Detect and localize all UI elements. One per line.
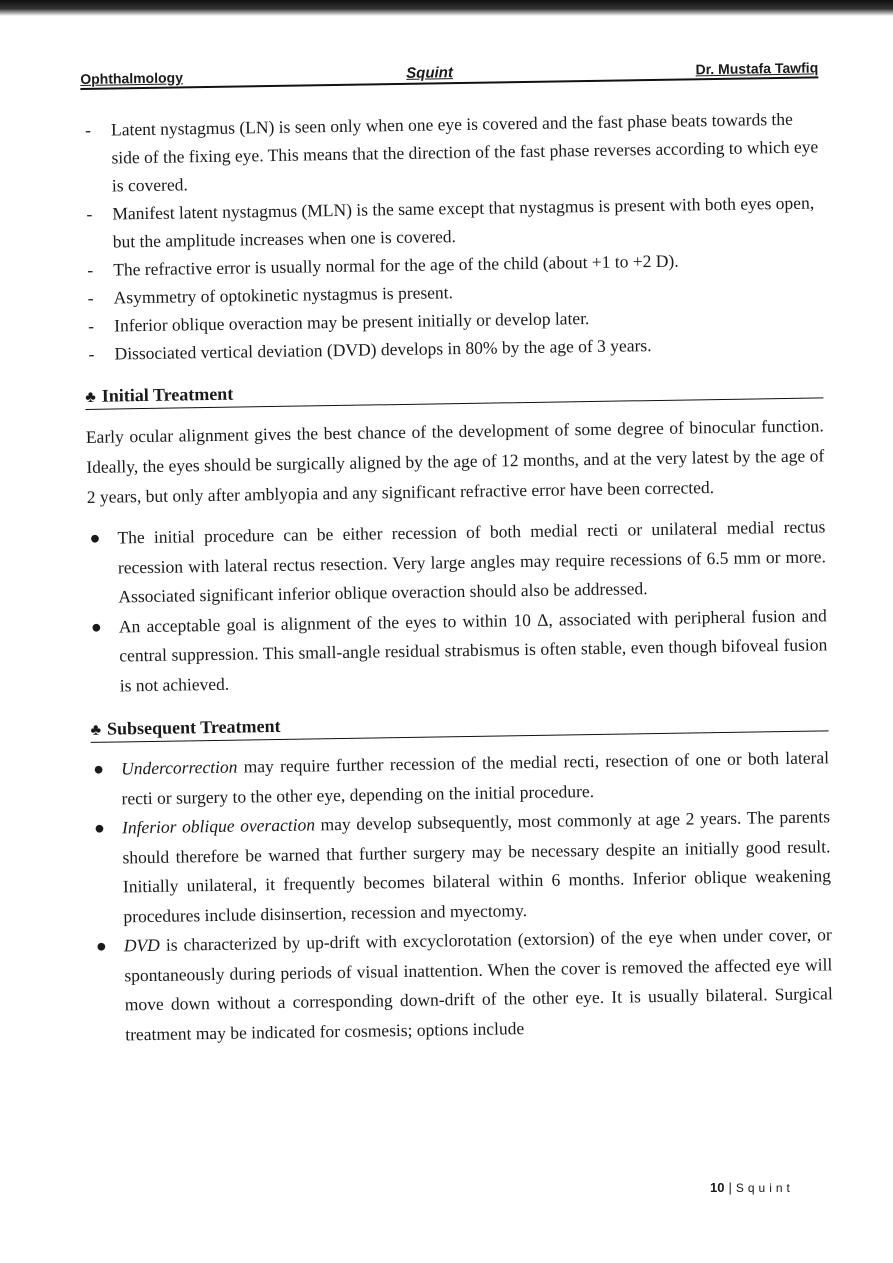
bullet-lead: Inferior oblique overaction	[121, 814, 316, 838]
dash-marker: -	[87, 315, 95, 336]
list-item: - Inferior oblique overaction may be present initially or develop later.	[84, 300, 822, 340]
list-item: - Asymmetry of optokinetic nystagmus is present.	[83, 272, 821, 312]
bullet-marker: ●	[95, 935, 107, 956]
bullet-marker: ●	[89, 527, 101, 548]
list-item: - Manifest latent nystagmus (MLN) is the same except that nystagmus is present with both eyes open, but the amplitude increases when one is covered.	[86, 192, 815, 252]
features-list	[81, 104, 823, 368]
list-item: - The refractive error is usually normal for the age of the child (about +1 to +2 D).	[83, 244, 821, 284]
list-item: ● The initial procedure can be either recession of both medial recti or unilateral medial rectus recession with lateral rectus resection. Very large angles may require recessions of 6.5 mm or more. Associated significant inferior oblique overaction should also be addressed.	[89, 516, 827, 607]
header-author: Dr. Mustafa Tawfiq	[695, 59, 819, 78]
dash-marker: -	[87, 259, 94, 280]
bullet-lead: DVD	[123, 934, 161, 956]
dash-marker: -	[87, 287, 94, 308]
footer-section: Squint	[735, 1181, 794, 1195]
page-number: 10	[710, 1180, 725, 1195]
bullet-lead: Undercorrection	[120, 756, 238, 779]
document-page	[80, 50, 833, 1049]
bullet-marker: ●	[93, 817, 106, 838]
bullet-marker: ●	[92, 758, 105, 779]
dash-marker: -	[88, 343, 95, 364]
footer-separator: |	[728, 1180, 732, 1195]
list-item: - Latent nystagmus (LN) is seen only when one eye is covered and the fast phase beats towards the side of the fixing eye. This means that the direction of the fast phase reverses according to which eye is covered.	[84, 108, 819, 196]
initial-treatment-bullets	[87, 512, 828, 701]
list-item: ● Undercorrection may require further recession of the medial recti, resection of one or both lateral recti or surgery to the other eye, depending on the initial procedure.	[92, 747, 830, 808]
page-header	[80, 50, 818, 90]
list-item: ● DVD is characterized by up-drift with excyclorotation (extorsion) of the eye when under cover, or spontaneously during periods of visual inattention. When the cover is removed the affected eye will move down without a corresponding down-drift of the other eye. It is usually bilateral. Surgical treatment may be indicated for cosmesis; options include	[95, 924, 833, 1044]
initial-treatment-heading: ♣ Initial Treatment	[85, 374, 823, 410]
subsequent-treatment-heading: ♣ Subsequent Treatment	[90, 707, 828, 743]
list-item: - Dissociated vertical deviation (DVD) develops in 80% by the age of 3 years.	[84, 328, 822, 368]
list-item: ● Inferior oblique overaction may develop subsequently, most commonly at age 2 years. The parents should therefore be warned that further surgery may be necessary despite an initially good result. Initially unilateral, it frequently becomes bilateral within 6 months. Inferior oblique weakening procedures include disinsertion, recession and myectomy.	[93, 806, 832, 926]
dash-marker: -	[86, 203, 93, 224]
bullet-marker: ●	[90, 616, 102, 637]
page-footer	[710, 1180, 794, 1195]
scan-top-shadow	[0, 0, 893, 16]
header-subject: Ophthalmology	[80, 69, 184, 87]
subsequent-treatment-bullets	[91, 743, 834, 1050]
header-topic: Squint	[406, 64, 454, 82]
dash-marker: -	[84, 119, 92, 140]
initial-treatment-paragraph: Early ocular alignment gives the best chance of the development of some degree of binocular function. Ideally, the eyes should be surgically aligned by the age of 12 months, and at the very latest by the age of 2 years, but only after amblyopia and any significant refractive error have been corrected.	[85, 415, 825, 507]
club-icon: ♣	[90, 721, 102, 739]
list-item: ● An acceptable goal is alignment of the eyes to within 10 Δ, associated with peripheral fusion and central suppression. This small-angle residual strabismus is often stable, even though bifoveal fusion is not achieved.	[90, 604, 828, 695]
club-icon: ♣	[85, 388, 96, 406]
